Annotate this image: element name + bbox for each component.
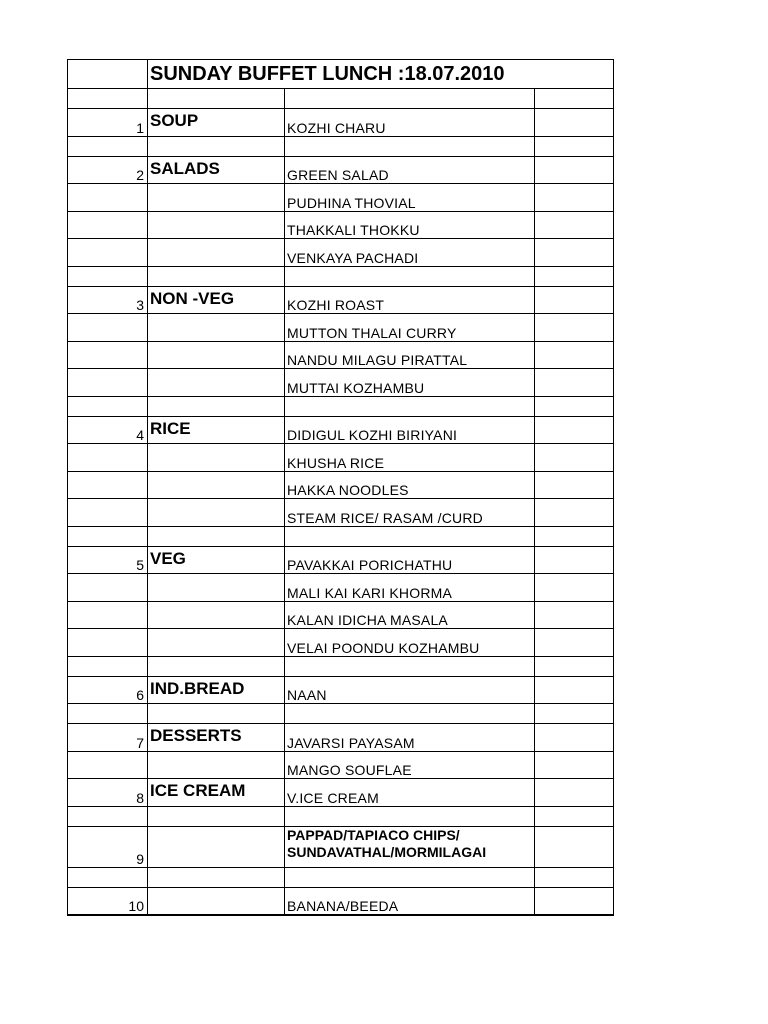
- menu-row: [68, 546, 614, 574]
- item-number: [68, 499, 148, 527]
- item-number: [68, 184, 148, 212]
- category-label: [148, 444, 285, 472]
- item-number: 3: [68, 286, 148, 314]
- blank-cell: [285, 526, 535, 546]
- item-number: [68, 751, 148, 779]
- blank-cell: [148, 704, 285, 724]
- dish-name: MALI KAI KARI KHORMA: [285, 574, 535, 602]
- blank-row: [68, 867, 614, 887]
- category-label: [148, 239, 285, 267]
- blank-row: [68, 89, 614, 109]
- blank-cell: [285, 266, 535, 286]
- menu-row: [68, 184, 614, 212]
- blank-cell: [285, 396, 535, 416]
- menu-row: [68, 887, 614, 915]
- empty-cell: [535, 601, 614, 629]
- category-label: VEG: [148, 546, 285, 574]
- item-number: 8: [68, 779, 148, 807]
- item-number: [68, 341, 148, 369]
- dish-name: PAPPAD/TAPIACO CHIPS/ SUNDAVATHAL/MORMILAGAI: [285, 826, 535, 867]
- dish-name: DIDIGUL KOZHI BIRIYANI: [285, 416, 535, 444]
- category-label: [148, 314, 285, 342]
- blank-cell: [535, 656, 614, 676]
- blank-cell: [535, 526, 614, 546]
- blank-cell: [68, 656, 148, 676]
- menu-row: [68, 156, 614, 184]
- empty-cell: [535, 444, 614, 472]
- dish-name: VELAI POONDU KOZHAMBU: [285, 629, 535, 657]
- blank-cell: [68, 266, 148, 286]
- blank-row: [68, 396, 614, 416]
- category-label: [148, 369, 285, 397]
- blank-row: [68, 266, 614, 286]
- dish-name: KOZHI CHARU: [285, 109, 535, 137]
- dish-name: MUTTON THALAI CURRY: [285, 314, 535, 342]
- menu-row: [68, 444, 614, 472]
- menu-row: [68, 499, 614, 527]
- dish-name: HAKKA NOODLES: [285, 471, 535, 499]
- category-label: [148, 629, 285, 657]
- blank-cell: [148, 656, 285, 676]
- item-number: [68, 601, 148, 629]
- category-label: [148, 341, 285, 369]
- item-number: 10: [68, 887, 148, 915]
- empty-cell: [535, 239, 614, 267]
- blank-cell: [535, 266, 614, 286]
- dish-name: BANANA/BEEDA: [285, 887, 535, 915]
- empty-cell: [535, 416, 614, 444]
- empty-cell: [535, 826, 614, 867]
- category-label: NON -VEG: [148, 286, 285, 314]
- empty-cell: [535, 156, 614, 184]
- category-label: IND.BREAD: [148, 676, 285, 704]
- category-label: SOUP: [148, 109, 285, 137]
- item-number: 7: [68, 724, 148, 752]
- empty-cell: [535, 369, 614, 397]
- blank-cell: [535, 867, 614, 887]
- blank-cell: [68, 704, 148, 724]
- menu-row: [68, 601, 614, 629]
- menu-row: [68, 314, 614, 342]
- dish-name: MANGO SOUFLAE: [285, 751, 535, 779]
- item-number: [68, 471, 148, 499]
- blank-cell: [68, 526, 148, 546]
- blank-cell: [148, 526, 285, 546]
- dish-name: V.ICE CREAM: [285, 779, 535, 807]
- category-label: DESSERTS: [148, 724, 285, 752]
- blank-cell: [148, 867, 285, 887]
- menu-row: [68, 676, 614, 704]
- blank-cell: [148, 89, 285, 109]
- empty-cell: [535, 676, 614, 704]
- empty-cell: [535, 751, 614, 779]
- blank-cell: [148, 136, 285, 156]
- item-number: [68, 239, 148, 267]
- item-number: [68, 211, 148, 239]
- item-number: 9: [68, 826, 148, 867]
- dish-name: VENKAYA PACHADI: [285, 239, 535, 267]
- blank-cell: [285, 806, 535, 826]
- category-label: [148, 601, 285, 629]
- category-label: [148, 211, 285, 239]
- menu-row: [68, 779, 614, 807]
- blank-cell: [68, 396, 148, 416]
- blank-cell: [285, 867, 535, 887]
- title-row: [68, 60, 614, 89]
- blank-cell: [68, 89, 148, 109]
- menu-row: [68, 109, 614, 137]
- item-number: [68, 314, 148, 342]
- blank-cell: [285, 656, 535, 676]
- blank-cell: [535, 806, 614, 826]
- blank-cell: [535, 89, 614, 109]
- menu-row: [68, 341, 614, 369]
- dish-name: KALAN IDICHA MASALA: [285, 601, 535, 629]
- item-number: 1: [68, 109, 148, 137]
- blank-cell: [68, 867, 148, 887]
- table-body: [68, 60, 614, 916]
- menu-row: [68, 826, 614, 867]
- item-number: 6: [68, 676, 148, 704]
- blank-cell: [535, 396, 614, 416]
- dish-name: THAKKALI THOKKU: [285, 211, 535, 239]
- dish-name: GREEN SALAD: [285, 156, 535, 184]
- menu-row: [68, 239, 614, 267]
- category-label: [148, 574, 285, 602]
- blank-cell: [148, 266, 285, 286]
- empty-cell: [535, 286, 614, 314]
- blank-cell: [68, 136, 148, 156]
- empty-cell: [535, 314, 614, 342]
- empty-cell: [535, 779, 614, 807]
- empty-cell: [535, 724, 614, 752]
- category-label: RICE: [148, 416, 285, 444]
- category-label: [148, 184, 285, 212]
- dish-name: NAAN: [285, 676, 535, 704]
- item-number: 5: [68, 546, 148, 574]
- menu-row: [68, 286, 614, 314]
- empty-cell: [535, 887, 614, 915]
- category-label: [148, 826, 285, 867]
- category-label: [148, 751, 285, 779]
- empty-cell: [535, 184, 614, 212]
- blank-row: [68, 656, 614, 676]
- blank-row: [68, 806, 614, 826]
- blank-row: [68, 136, 614, 156]
- dish-name: MUTTAI KOZHAMBU: [285, 369, 535, 397]
- item-number: [68, 369, 148, 397]
- blank-cell: [285, 89, 535, 109]
- blank-row: [68, 704, 614, 724]
- category-label: [148, 887, 285, 915]
- menu-row: [68, 751, 614, 779]
- dish-name: KHUSHA RICE: [285, 444, 535, 472]
- category-label: ICE CREAM: [148, 779, 285, 807]
- blank-row: [68, 526, 614, 546]
- item-number: 2: [68, 156, 148, 184]
- empty-cell: [535, 546, 614, 574]
- buffet-menu-table: [67, 59, 614, 916]
- category-label: SALADS: [148, 156, 285, 184]
- category-label: [148, 471, 285, 499]
- dish-name: NANDU MILAGU PIRATTAL: [285, 341, 535, 369]
- title-num-cell: [68, 60, 148, 89]
- menu-row: [68, 629, 614, 657]
- menu-row: [68, 471, 614, 499]
- blank-cell: [535, 136, 614, 156]
- category-label: [148, 499, 285, 527]
- menu-row: [68, 416, 614, 444]
- dish-name: KOZHI ROAST: [285, 286, 535, 314]
- empty-cell: [535, 109, 614, 137]
- empty-cell: [535, 574, 614, 602]
- dish-name: PAVAKKAI PORICHATHU: [285, 546, 535, 574]
- blank-cell: [148, 396, 285, 416]
- menu-row: [68, 211, 614, 239]
- empty-cell: [535, 499, 614, 527]
- empty-cell: [535, 211, 614, 239]
- empty-cell: [535, 471, 614, 499]
- blank-cell: [148, 806, 285, 826]
- item-number: 4: [68, 416, 148, 444]
- item-number: [68, 574, 148, 602]
- empty-cell: [535, 341, 614, 369]
- menu-title: SUNDAY BUFFET LUNCH :18.07.2010: [148, 60, 614, 89]
- dish-name: PUDHINA THOVIAL: [285, 184, 535, 212]
- empty-cell: [535, 629, 614, 657]
- blank-cell: [68, 806, 148, 826]
- blank-cell: [285, 704, 535, 724]
- menu-row: [68, 724, 614, 752]
- blank-cell: [285, 136, 535, 156]
- blank-cell: [535, 704, 614, 724]
- menu-row: [68, 369, 614, 397]
- item-number: [68, 629, 148, 657]
- menu-row: [68, 574, 614, 602]
- dish-name: JAVARSI PAYASAM: [285, 724, 535, 752]
- item-number: [68, 444, 148, 472]
- dish-name: STEAM RICE/ RASAM /CURD: [285, 499, 535, 527]
